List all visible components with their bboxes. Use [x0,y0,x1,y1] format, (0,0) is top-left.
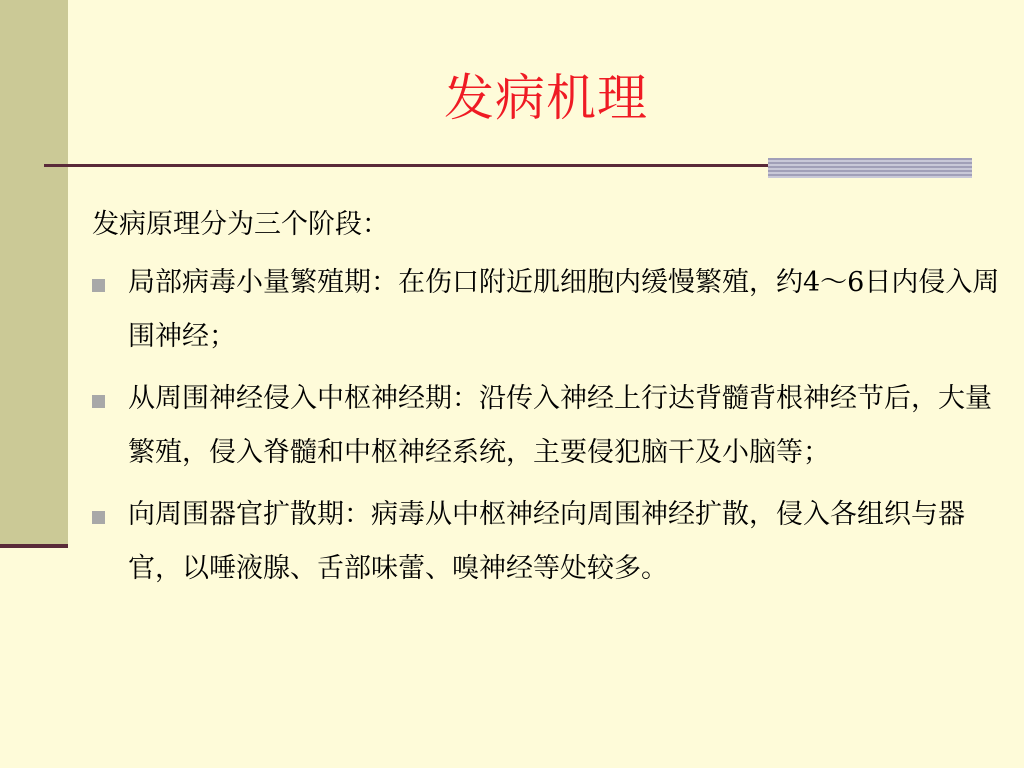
bullet-text: 从周围神经侵入中枢神经期：沿传入神经上行达背髓背根神经节后，大量繁殖，侵入脊髓和中枢神经系统，主要侵犯脑干及小脑等； [128,383,992,468]
bullet-item [92,372,1016,480]
title-accent-bar [768,158,972,178]
left-band-rule [0,544,68,548]
square-bullet-icon [92,395,105,408]
bullet-item [92,488,1016,596]
slide-title: 发病机理 [444,69,648,127]
left-decorative-band [0,0,68,548]
bullet-text: 局部病毒小量繁殖期：在伤口附近肌细胞内缓慢繁殖，约4～6日内侵入周围神经； [128,267,1000,352]
intro-text: 发病原理分为三个阶段： [92,209,389,240]
bullet-item [92,256,1016,364]
square-bullet-icon [92,511,105,524]
square-bullet-icon [92,279,105,292]
slide-body [92,198,1016,604]
bullet-text: 向周围器官扩散期：病毒从中枢神经向周围神经扩散，侵入各组织与器官，以唾液腺、舌部味蕾、嗅神经等处较多。 [128,499,965,584]
